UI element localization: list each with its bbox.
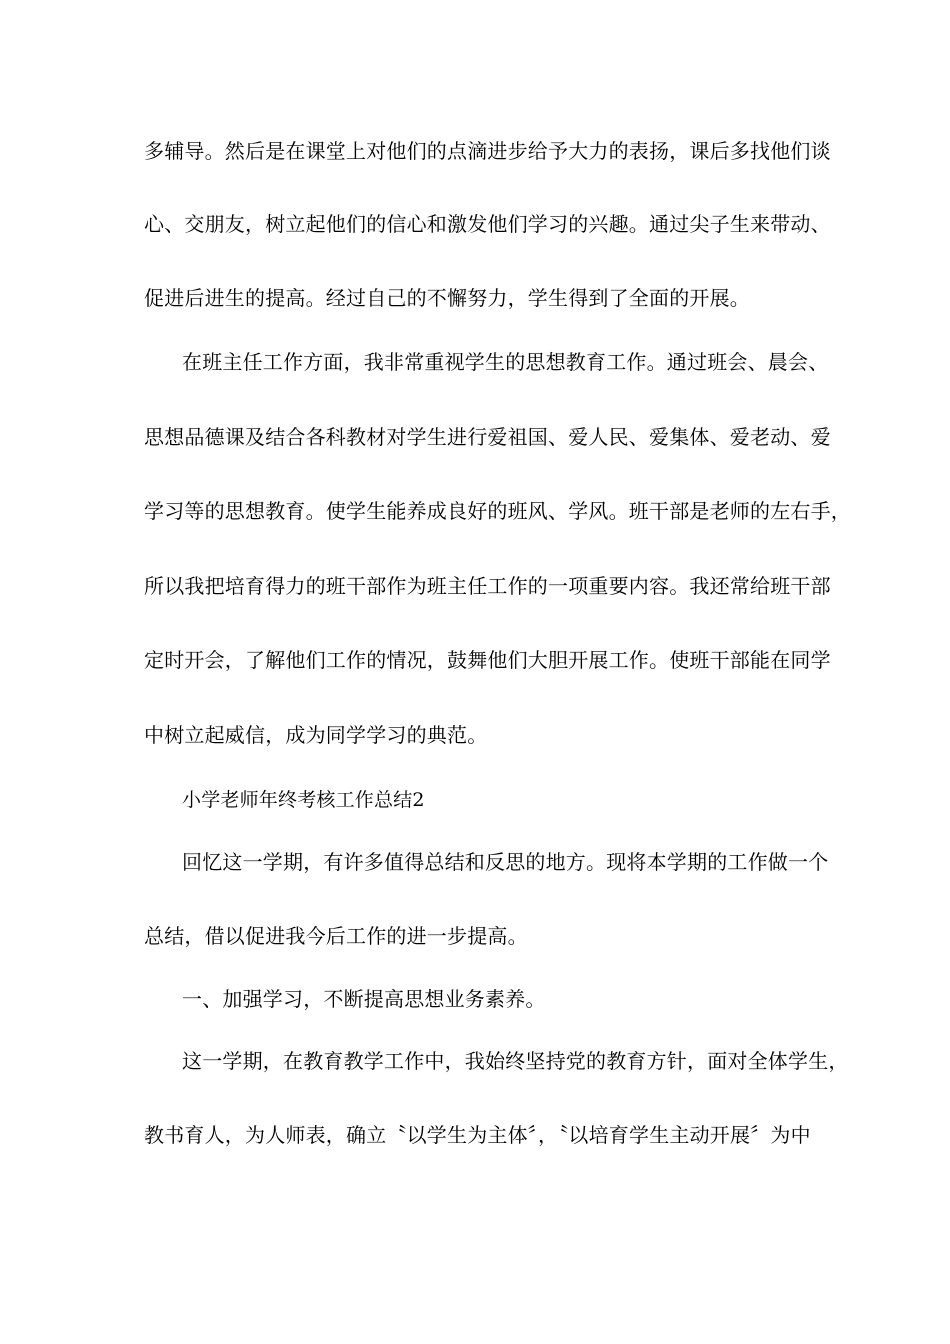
paragraph-first-line: 回忆这一学期，有许多值得总结和反思的地方。现将本学期的工作做一个 — [182, 850, 829, 874]
subheading-line: 一、加强学习，不断提高思想业务素养。 — [182, 987, 546, 1011]
paragraph-first-line: 这一学期，在教育教学工作中，我始终坚持党的教育方针，面对全体学生， — [182, 1049, 849, 1073]
paragraph-line: 教书育人，为人师表，确立〝以学生为主体〞，〝以培育学生主动开展〞为中 — [144, 1123, 811, 1147]
paragraph-line: 心、交朋友，树立起他们的信心和激发他们学习的兴趣。通过尖子生来带动、 — [144, 212, 831, 236]
paragraph-line: 中树立起威信，成为同学学习的典范。 — [144, 723, 488, 747]
section-heading: 小学老师年终考核工作总结2 — [182, 789, 425, 811]
paragraph-line: 学习等的思想教育。使学生能养成良好的班风、学风。班干部是老师的左右手， — [144, 499, 851, 523]
paragraph-line: 总结，借以促进我今后工作的进一步提高。 — [144, 924, 528, 948]
paragraph-first-line: 在班主任工作方面，我非常重视学生的思想教育工作。通过班会、晨会、 — [182, 350, 829, 374]
paragraph-line: 所以我把培育得力的班干部作为班主任工作的一项重要内容。我还常给班干部 — [144, 574, 831, 598]
paragraph-line: 促进后进生的提高。经过自己的不懈努力，学生得到了全面的开展。 — [144, 286, 750, 310]
paragraph-line: 多辅导。然后是在课堂上对他们的点滴进步给予大力的表扬，课后多找他们谈 — [144, 139, 831, 163]
paragraph-line: 思想品德课及结合各科教材对学生进行爱祖国、爱人民、爱集体、爱老动、爱 — [144, 425, 831, 449]
paragraph-line: 定时开会，了解他们工作的情况，鼓舞他们大胆开展工作。使班干部能在同学 — [144, 648, 831, 672]
